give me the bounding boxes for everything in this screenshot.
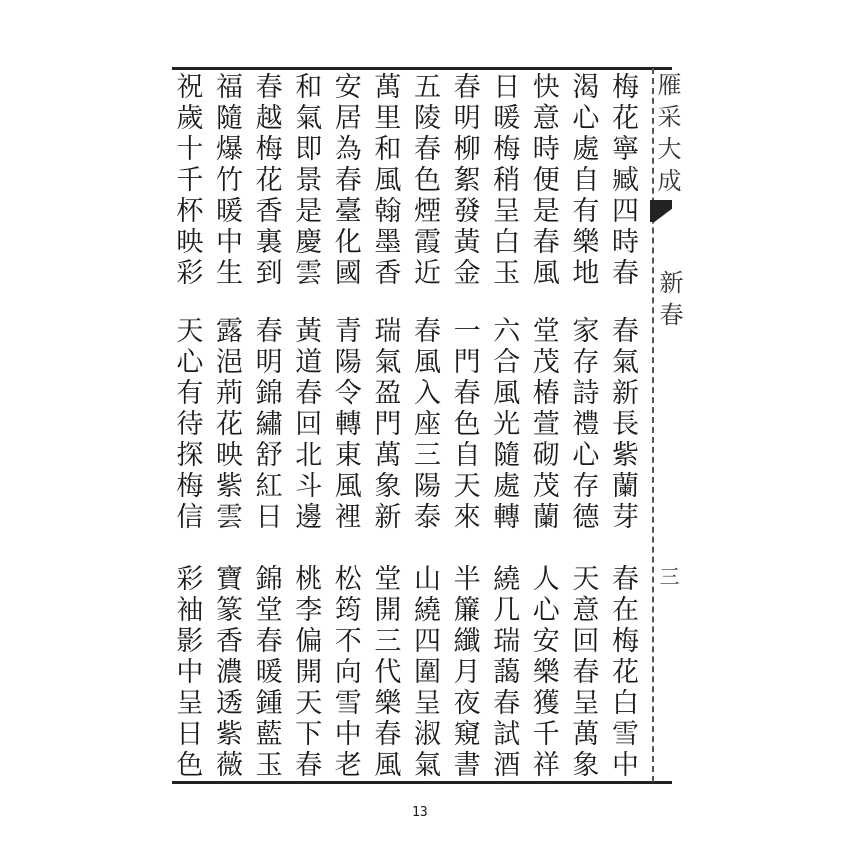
- text-column: 萬里和風翰墨香: [369, 72, 401, 289]
- page-number: 13: [412, 805, 428, 820]
- text-column: 露浥荊花映紫雲: [211, 316, 242, 533]
- text-column: 半簾纖月夜窺書: [448, 564, 480, 781]
- text-column: 梅花寧臧四時春: [607, 72, 638, 289]
- text-column: 堂茂椿萱砌茂蘭: [527, 316, 559, 533]
- text-column: 堂開三代樂春風: [369, 564, 401, 781]
- text-column: 彩袖影中呈日色: [171, 564, 203, 781]
- text-column: 山繞四圍呈淑氣: [409, 564, 440, 781]
- text-column: 春明柳絮發黃金: [448, 72, 480, 289]
- text-column: 寶篆香濃透紫薇: [211, 564, 242, 781]
- text-column: 六合風光隨處轉: [488, 316, 520, 533]
- text-column: 松筠不向雪中老: [329, 564, 361, 781]
- text-column: 渴心處自有樂地: [567, 72, 599, 289]
- text-column: 春在梅花白雪中: [607, 564, 638, 781]
- text-column: 天心有待探梅信: [171, 316, 203, 533]
- text-column: 五陵春色煙霞近: [409, 72, 440, 289]
- margin-section: 新春: [655, 270, 683, 334]
- bottom-rule: [172, 781, 672, 784]
- text-column: 人心安樂獲千祥: [527, 564, 559, 781]
- top-rule: [172, 67, 672, 70]
- text-column: 安居為春臺化國: [329, 72, 361, 289]
- text-column: 繞几瑞藹春試酒: [488, 564, 520, 781]
- text-column: 天意回春呈萬象: [567, 564, 599, 781]
- text-column: 祝歲十千杯映彩: [171, 72, 203, 289]
- text-column: 一門春色自天來: [448, 316, 480, 533]
- text-column: 福隨爆竹暖中生: [211, 72, 242, 289]
- text-column: 快意時便是春風: [527, 72, 559, 289]
- text-column: 青陽令轉東風裡: [329, 316, 361, 533]
- text-column: 家存詩禮心存德: [567, 316, 599, 533]
- text-column: 桃李偏開天下春: [290, 564, 322, 781]
- text-column: 春風入座三陽泰: [409, 316, 440, 533]
- text-column: 春氣新長紫蘭芽: [607, 316, 638, 533]
- text-column: 春越梅花香裏到: [250, 72, 282, 289]
- text-column: 春明錦繡舒紅日: [250, 316, 282, 533]
- text-column: 和氣即景是慶雲: [290, 72, 322, 289]
- margin-block-mark: [650, 200, 672, 222]
- text-column: 日暖梅稍呈白玉: [488, 72, 520, 289]
- text-column: 瑞氣盈門萬象新: [369, 316, 401, 533]
- text-column: 黃道春回北斗邊: [290, 316, 322, 533]
- margin-title: 雁采大成: [653, 72, 681, 200]
- text-column: 錦堂春暖鍾藍玉: [250, 564, 282, 781]
- margin-leaf-number: 三: [656, 566, 680, 594]
